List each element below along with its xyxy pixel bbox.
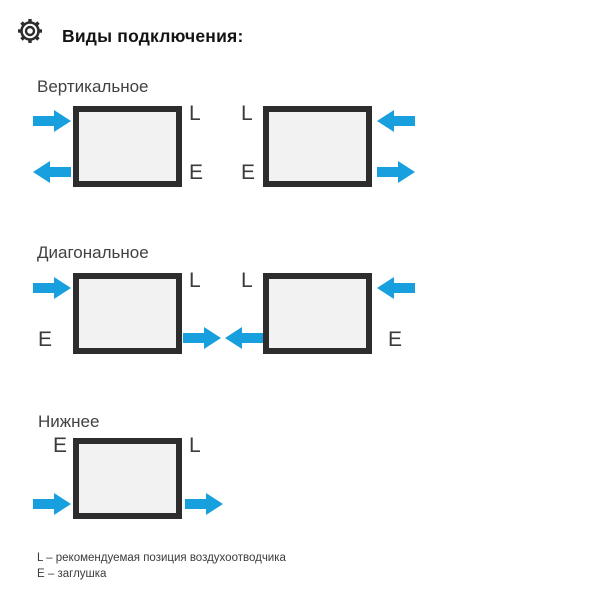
section-vertical-title: Вертикальное bbox=[37, 77, 149, 96]
plug-label: E bbox=[38, 328, 53, 351]
outlet-arrow-icon bbox=[33, 161, 71, 183]
radiator-rect bbox=[263, 106, 372, 187]
plug-label: E bbox=[241, 161, 256, 184]
outlet-arrow-icon bbox=[183, 327, 221, 349]
legend bbox=[37, 550, 286, 582]
section-bottom-title: Нижнее bbox=[38, 412, 100, 431]
inlet-arrow-icon bbox=[33, 277, 71, 299]
radiator-rect bbox=[263, 273, 372, 354]
radiator-rect bbox=[73, 106, 182, 187]
inlet-arrow-icon bbox=[377, 277, 415, 299]
outlet-arrow-icon bbox=[377, 161, 415, 183]
air-vent-label: L bbox=[241, 102, 253, 125]
plug-label: E bbox=[53, 434, 68, 457]
inlet-arrow-icon bbox=[33, 110, 71, 132]
plug-label: E bbox=[189, 161, 204, 184]
gear-icon bbox=[15, 16, 45, 46]
legend-air-vent: L – рекомендуемая позиция воздухоотводчика bbox=[37, 552, 286, 564]
air-vent-label: L bbox=[189, 102, 201, 125]
air-vent-label: L bbox=[189, 269, 201, 292]
air-vent-label: L bbox=[189, 434, 201, 457]
air-vent-label: L bbox=[241, 269, 253, 292]
radiator-rect bbox=[73, 438, 182, 519]
inlet-arrow-icon bbox=[33, 493, 71, 515]
inlet-arrow-icon bbox=[377, 110, 415, 132]
legend-plug: E – заглушка bbox=[37, 568, 107, 580]
outlet-arrow-icon bbox=[225, 327, 263, 349]
section-diagonal-title: Диагональное bbox=[37, 243, 149, 262]
page-title: Виды подключения: bbox=[62, 26, 244, 46]
plug-label: E bbox=[388, 328, 403, 351]
outlet-arrow-icon bbox=[185, 493, 223, 515]
radiator-rect bbox=[73, 273, 182, 354]
